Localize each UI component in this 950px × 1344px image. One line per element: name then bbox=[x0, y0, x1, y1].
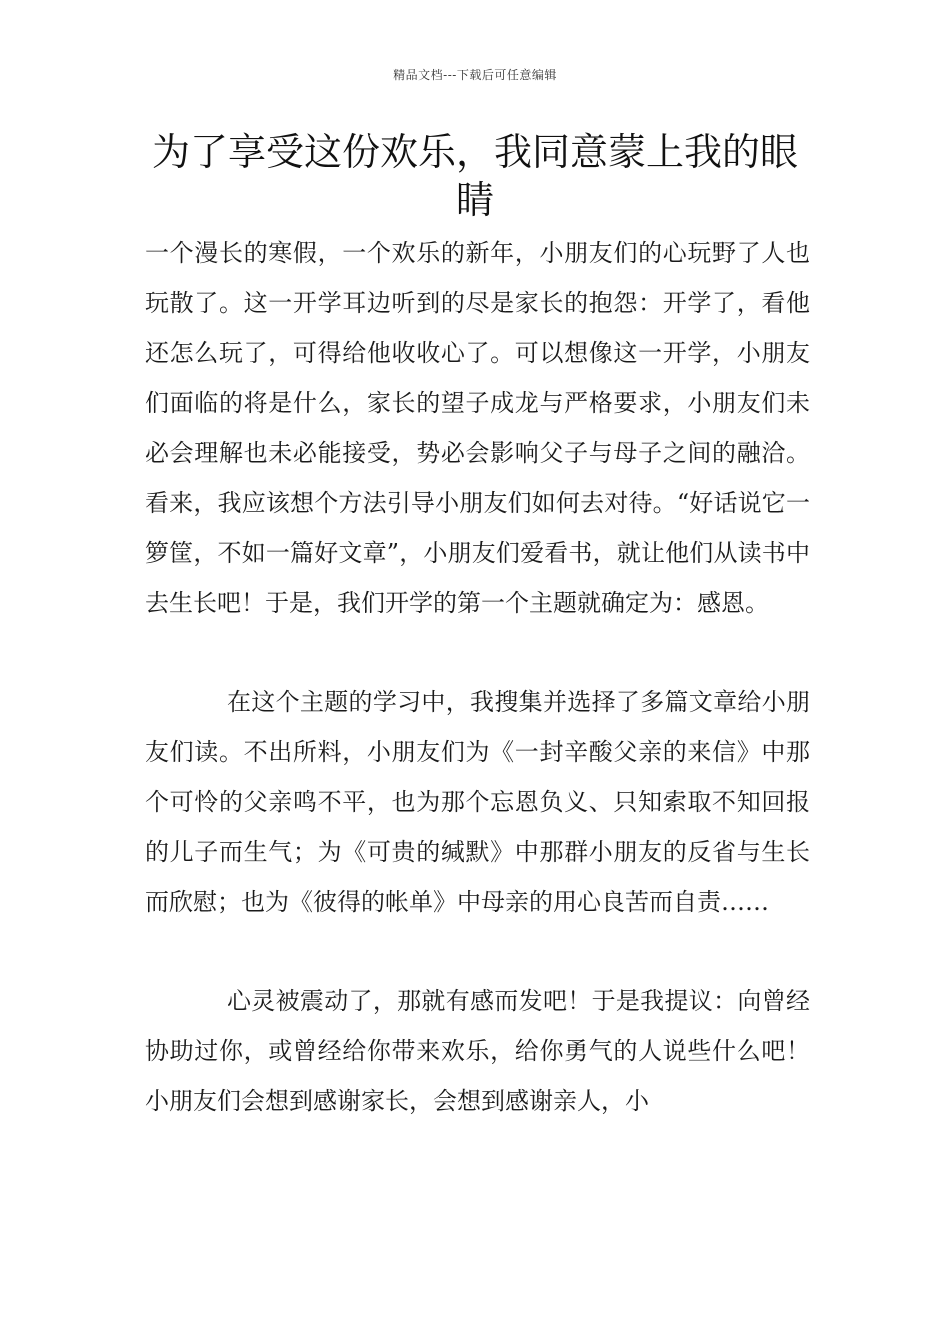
paragraph-3: 心灵被震动了，那就有感而发吧！于是我提议：向曾经协助过你，或曾经给你带来欢乐，给你勇气的人说些什么吧！小朋友们会想到感谢家长，会想到感谢亲人，小 bbox=[145, 987, 810, 1115]
paragraph-1: 一个漫长的寒假，一个欢乐的新年，小朋友们的心玩野了人也玩散了。这一开学耳边听到的尽是家长的抱怨：开学了，看他还怎么玩了，可得给他收收心了。可以想像这一开学，小朋友们面临的将是什么，家长的望子成龙与严格要求，小朋友们未必会理解也未必能接受，势必会影响父子与母子之间的融洽。看来，我应该想个方法引导小朋友们如何去对待。“好话说它一箩筐，不如一篇好文章”，小朋友们爱看书，就让他们从读书中去生长吧！于是，我们开学的第一个主题就确定为：感恩。 bbox=[145, 239, 810, 617]
paragraph-gap bbox=[145, 927, 810, 976]
header-note: 精品文档---下载后可任意编辑 bbox=[393, 68, 557, 82]
paragraph-2: 在这个主题的学习中，我搜集并选择了多篇文章给小朋友们读。不出所料，小朋友们为《一封辛酸父亲的来信》中那个可怜的父亲鸣不平，也为那个忘恩负义、只知索取不知回报的儿子而生气；为《可贵的缄默》中那群小朋友的反省与生长而欣慰；也为《彼得的帐单》中母亲的用心良苦而自责…… bbox=[145, 688, 810, 916]
document-body bbox=[145, 228, 810, 1126]
document-title: 为了享受这份欢乐，我同意蒙上我的眼睛 bbox=[151, 130, 798, 222]
paragraph-gap bbox=[145, 628, 810, 677]
